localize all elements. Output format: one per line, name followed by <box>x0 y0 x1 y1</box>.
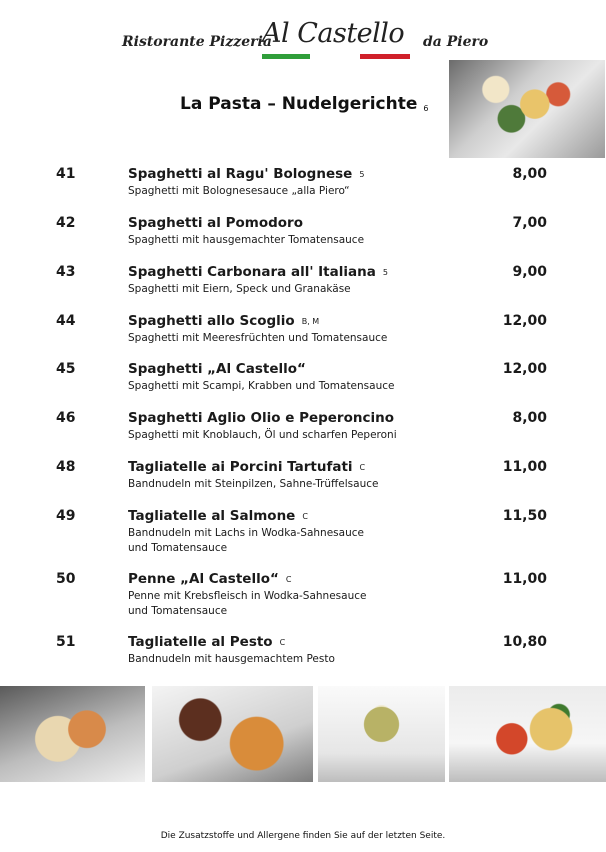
menu-item-number: 48 <box>56 459 76 475</box>
menu-item-price: 11,50 <box>502 508 547 524</box>
menu-item-number: 49 <box>56 508 76 524</box>
menu-item-allergen: C <box>302 512 308 521</box>
menu-item-name-text: Tagliatelle al Pesto <box>128 634 273 650</box>
flag-stripe-red <box>360 54 410 59</box>
brand-tagline-left: Ristorante Pizzeria <box>122 34 272 50</box>
menu-item-description: Spaghetti mit Bolognesesauce „alla Piero“ <box>128 185 350 197</box>
menu-item-name <box>128 634 285 650</box>
pasta-photo-2 <box>152 686 313 782</box>
menu-item-number: 41 <box>56 166 76 182</box>
brand-tagline-right: da Piero <box>423 34 489 50</box>
menu-item-name <box>128 571 291 587</box>
menu-item-description: Spaghetti mit Eiern, Speck und Granakäse <box>128 283 351 295</box>
menu-item-price: 12,00 <box>502 313 547 329</box>
section-title <box>180 94 428 114</box>
menu-item-name <box>128 410 394 426</box>
menu-item-name <box>128 215 303 231</box>
menu-item-name-text: Spaghetti Aglio Olio e Peperoncino <box>128 410 394 426</box>
menu-item-number: 46 <box>56 410 76 426</box>
menu-item-name <box>128 459 365 475</box>
menu-item-description: Spaghetti mit Knoblauch, Öl und scharfen Peperoni <box>128 429 397 441</box>
menu-item-allergen: B, M <box>301 317 320 326</box>
section-allergen: 6 <box>423 104 429 113</box>
menu-item-description: Penne mit Krebsfleisch in Wodka-Sahnesauce und Tomatensauce <box>128 590 367 617</box>
menu-item-number: 42 <box>56 215 76 231</box>
menu-item-description: Spaghetti mit Scampi, Krabben und Tomatensauce <box>128 380 395 392</box>
menu-item-allergen: 5 <box>382 268 388 277</box>
menu-item-price: 7,00 <box>512 215 547 231</box>
menu-item-price: 11,00 <box>502 459 547 475</box>
menu-item-description: Bandnudeln mit Steinpilzen, Sahne-Trüffelsauce <box>128 478 379 490</box>
menu-item-price: 8,00 <box>512 410 547 426</box>
menu-item-name-text: Tagliatelle al Salmone <box>128 508 296 524</box>
menu-item-allergen: C <box>279 638 286 647</box>
menu-item-description: Bandnudeln mit hausgemachtem Pesto <box>128 653 335 665</box>
menu-item-name-text: Spaghetti allo Scoglio <box>128 313 295 329</box>
menu-item-description: Bandnudeln mit Lachs in Wodka-Sahnesauce und Tomatensauce <box>128 527 364 554</box>
menu-item-price: 8,00 <box>512 166 547 182</box>
menu-item-number: 50 <box>56 571 76 587</box>
allergen-footnote: Die Zusatzstoffe und Allergene finden Sie auf der letzten Seite. <box>160 831 446 841</box>
flag-stripe-green <box>262 54 310 59</box>
pasta-photo-3 <box>318 686 445 782</box>
menu-item-description: Spaghetti mit Meeresfrüchten und Tomatensauce <box>128 332 388 344</box>
menu-item-name <box>128 361 306 377</box>
menu-item-name-text: Spaghetti al Pomodoro <box>128 215 303 231</box>
section-title-text: La Pasta – Nudelgerichte <box>180 94 418 114</box>
menu-item-name <box>128 313 319 329</box>
menu-item-name-text: Spaghetti „Al Castello“ <box>128 361 306 377</box>
menu-item-allergen: C <box>285 575 292 584</box>
menu-item-allergen: C <box>359 463 366 472</box>
menu-item-name-text: Spaghetti Carbonara all' Italiana <box>128 264 376 280</box>
brand-name: Al Castello <box>262 18 405 49</box>
menu-item-price: 11,00 <box>502 571 547 587</box>
menu-item-name <box>128 166 364 182</box>
menu-item-number: 45 <box>56 361 76 377</box>
menu-item-name-text: Spaghetti al Ragu' Bolognese <box>128 166 353 182</box>
menu-item-price: 10,80 <box>502 634 547 650</box>
menu-item-name-text: Penne „Al Castello“ <box>128 571 279 587</box>
photo-strip <box>0 686 606 782</box>
menu-item-description: Spaghetti mit hausgemachter Tomatensauce <box>128 234 365 246</box>
pasta-photo-1 <box>0 686 145 782</box>
menu-item-name <box>128 508 308 524</box>
menu-item-number: 44 <box>56 313 76 329</box>
menu-item-allergen: 5 <box>359 170 365 179</box>
menu-item-price: 12,00 <box>502 361 547 377</box>
menu-item-name-text: Tagliatelle ai Porcini Tartufati <box>128 459 353 475</box>
menu-item-number: 51 <box>56 634 76 650</box>
menu-item-price: 9,00 <box>512 264 547 280</box>
menu-item-number: 43 <box>56 264 76 280</box>
pasta-photo-4 <box>449 686 606 782</box>
menu-item-name <box>128 264 388 280</box>
restaurant-logo <box>0 18 606 64</box>
pasta-photo-top <box>449 60 605 158</box>
